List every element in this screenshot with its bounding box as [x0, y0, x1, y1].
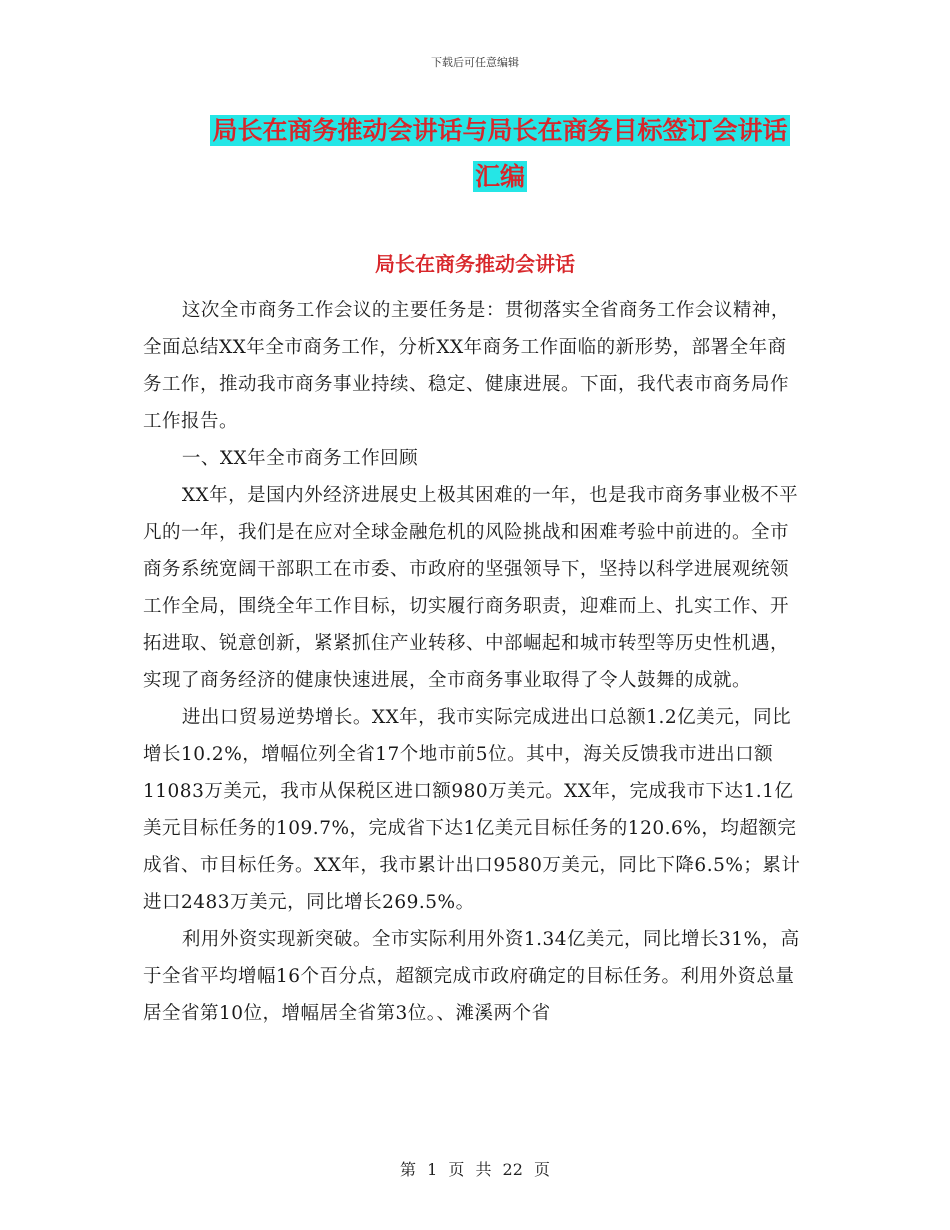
- page-number-footer: 第 1 页 共 22 页: [400, 1160, 550, 1179]
- paragraph: 利用外资实现新突破。全市实际利用外资1.34亿美元，同比增长31%，高于全省平均增幅16个百分点，超额完成市政府确定的目标任务。利用外资总量居全省第10位，增幅居全省第3位。、滩溪两个省: [143, 929, 800, 1024]
- document-title: [150, 108, 850, 200]
- page-header-note: 下载后可任意编辑: [431, 56, 519, 69]
- section-title: 局长在商务推动会讲话: [375, 252, 575, 276]
- document-title-line1: 局长在商务推动会讲话与局长在商务目标签订会讲话: [212, 116, 788, 145]
- document-body: [143, 292, 805, 1032]
- paragraph: 进出口贸易逆势增长。XX年，我市实际完成进出口总额1.2亿美元，同比增长10.2%，增幅位列全省17个地市前5位。其中，海关反馈我市进出口额11083万美元，我市从保税区进口额980万美元。XX年，完成我市下达1.1亿美元目标任务的109.7%，完成省下达1亿美元目标任务的120.6%，均超额完成省、市目标任务。XX年，我市累计出口9580万美元，同比下降6.5%；累计进口2483万美元，同比增长269.5%。: [143, 707, 801, 913]
- paragraph: XX年，是国内外经济进展史上极其困难的一年，也是我市商务事业极不平凡的一年，我们是在应对全球金融危机的风险挑战和困难考验中前进的。全市商务系统宽阔干部职工在市委、市政府的坚强领导下，坚持以科学进展观统领工作全局，围绕全年工作目标，切实履行商务职责，迎难而上、扎实工作、开拓进取、锐意创新，紧紧抓住产业转移、中部崛起和城市转型等历史性机遇，实现了商务经济的健康快速进展，全市商务事业取得了令人鼓舞的成就。: [143, 485, 799, 691]
- document-title-line2: 汇编: [474, 162, 525, 191]
- paragraph-heading: 一、XX年全市商务工作回顾: [181, 448, 419, 469]
- paragraph: 这次全市商务工作会议的主要任务是：贯彻落实全省商务工作会议精神，全面总结XX年全市商务工作，分析XX年商务工作面临的新形势，部署全年商务工作，推动我市商务事业持续、稳定、健康进展。下面，我代表市商务局作工作报告。: [143, 300, 790, 432]
